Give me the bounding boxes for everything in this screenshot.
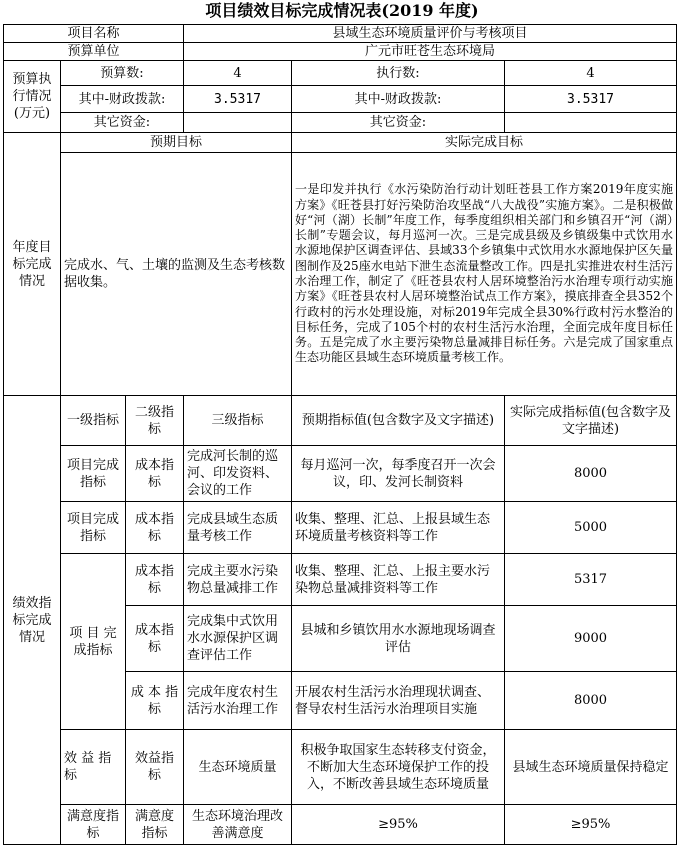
actual-value-cell: 县域生态环境质量保持稳定: [505, 730, 677, 805]
expected-value-cell: 积极争取国家生态转移支付资金，不断加大生态环境保护工作的投入，不断改善县域生态环境质量: [292, 730, 505, 805]
actual-target-header: 实际完成目标: [292, 133, 677, 153]
level1-cell: 效 益 指标: [61, 730, 126, 805]
level3-cell: 完成县域生态质量考核工作: [184, 502, 292, 554]
level3-cell: 完成集中式饮用水水源保护区调查评估工作: [184, 606, 292, 672]
performance-section-label: 绩效指标完成情况: [4, 396, 61, 845]
table-row: [4, 446, 677, 502]
budget-unit-label: 预算单位: [4, 43, 184, 61]
expected-value-cell: 收集、整理、汇总、上报主要水污染物总量减排资料等工作: [292, 554, 505, 606]
expected-value-cell: 收集、整理、汇总、上报县域生态环境质量考核资料等工作: [292, 502, 505, 554]
budget-other-label: 其它资金:: [61, 113, 184, 133]
level1-cell: 项目完成指标: [61, 446, 126, 502]
project-name-value: 县域生态环境质量评价与考核项目: [184, 25, 677, 43]
page-title: 项目绩效目标完成情况表(2019 年度): [205, 1, 479, 20]
expected-value-cell: ≥95%: [292, 805, 505, 845]
table-row: [4, 805, 677, 845]
budget-section-label: 预算执行情况(万元): [4, 61, 61, 133]
level1-cell: 项 目 完成指标: [61, 554, 126, 730]
level2-cell: 成 本 指标: [126, 672, 184, 730]
level2-cell: 成本指标: [126, 502, 184, 554]
actual-value-cell: 5317: [505, 554, 677, 606]
table-row: [4, 554, 677, 606]
level2-cell: 满意度指标: [126, 805, 184, 845]
actual-value-header: 实际完成指标值(包含数字及文字描述): [505, 396, 677, 446]
actual-value-cell: 8000: [505, 446, 677, 502]
level3-cell: 完成年度农村生活污水治理工作: [184, 672, 292, 730]
level1-header: 一级指标: [61, 396, 126, 446]
level3-cell: 完成河长制的巡河、印发资料、会议的工作: [184, 446, 292, 502]
annual-section-label: 年度目标完成情况: [4, 133, 61, 396]
expected-value-cell: 每月巡河一次，每季度召开一次会议，印、发河长制资料: [292, 446, 505, 502]
actual-value-cell: ≥95%: [505, 805, 677, 845]
level2-cell: 成本指标: [126, 554, 184, 606]
level2-cell: 成本指标: [126, 606, 184, 672]
expected-value-header: 预期指标值(包含数字及文字描述): [292, 396, 505, 446]
actual-value-cell: 9000: [505, 606, 677, 672]
level3-cell: 生态环境质量: [184, 730, 292, 805]
budget-fiscal-label: 其中-财政拨款:: [61, 86, 184, 113]
level3-cell: 完成主要水污染物总量减排工作: [184, 554, 292, 606]
budget-unit-value: 广元市旺苍生态环境局: [184, 43, 677, 61]
exec-fiscal-label: 其中-财政拨款:: [292, 86, 505, 113]
table-row: [4, 730, 677, 805]
level1-cell: 满意度指标: [61, 805, 126, 845]
actual-value-cell: 8000: [505, 672, 677, 730]
level2-cell: 成本指标: [126, 446, 184, 502]
level2-cell: 效益指标: [126, 730, 184, 805]
budget-amount-label: 预算数:: [61, 61, 184, 86]
level1-cell: 项目完成指标: [61, 502, 126, 554]
expected-target-header: 预期目标: [61, 133, 292, 153]
level3-header: 三级指标: [184, 396, 292, 446]
table-row: [4, 502, 677, 554]
actual-target-text: 一是印发并执行《水污染防治行动计划旺苍县工作方案2019年度实施方案》《旺苍县打好污染防治攻坚战“八大战役”实施方案》。二是积极做好“河（湖）长制”年度工作，每季度组织相关部门和乡镇召开“河（湖）长制”专题会议，每月巡河一次。三是完成县级及乡镇级集中式饮用水水源地保护区调查评估、县域33个乡镇集中式饮用水水源地保护区矢量图制作及25座水电站下泄生态流量整改工作。四是扎实推进农村生活污水治理工作，制定了《旺苍县农村人居环境整治污水治理专项行动实施方案》《旺苍县农村人居环境整治试点工作方案》，摸底排查全县352个行政村的污水处理设施，对标2019年完成全县30%行政村污水整治的目标任务，完成了105个村的农村生活污水治理，全面完成年度目标任务。五是完成了水主要污染物总量减排目标任务。六是完成了国家重点生态功能区县域生态环境质量考核工作。: [292, 153, 677, 396]
exec-amount-label: 执行数:: [292, 61, 505, 86]
level2-header: 二级指标: [126, 396, 184, 446]
budget-fiscal-value: 3.5317: [184, 86, 292, 113]
expected-value-cell: 县城和乡镇饮用水水源地现场调查评估: [292, 606, 505, 672]
budget-amount-value: 4: [184, 61, 292, 86]
exec-other-value: [505, 113, 677, 133]
performance-table: [3, 24, 677, 845]
expected-value-cell: 开展农村生活污水治理现状调查、督导农村生活污水治理项目实施: [292, 672, 505, 730]
project-name-label: 项目名称: [4, 25, 184, 43]
exec-fiscal-value: 3.5317: [505, 86, 677, 113]
actual-value-cell: 5000: [505, 502, 677, 554]
budget-other-value: [184, 113, 292, 133]
exec-amount-value: 4: [505, 61, 677, 86]
level3-cell: 生态环境治理改善满意度: [184, 805, 292, 845]
expected-target-text: 完成水、气、土壤的监测及生态考核数据收集。: [61, 153, 292, 396]
exec-other-label: 其它资金:: [292, 113, 505, 133]
